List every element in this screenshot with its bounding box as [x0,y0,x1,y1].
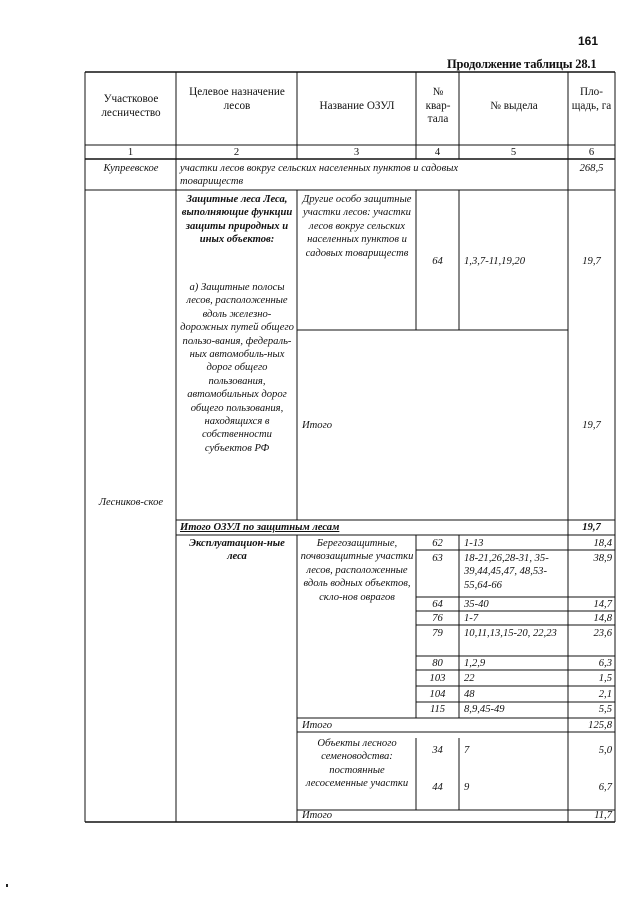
table-row-kvartal: 80 [432,658,443,669]
table-row-kvartal: 34 [432,745,443,756]
table-row-area: 5,0 [598,745,612,756]
header-purpose: Целевое назначение лесов [189,86,285,112]
itogo-other-label: Итого [302,420,333,431]
col-num-6: 6 [588,147,595,158]
table-row-kvartal: 63 [432,553,443,564]
header-vydel: № выдела [490,100,538,112]
kupreevskoe-area: 268,5 [579,163,604,174]
scan-speck [6,884,8,887]
table-row-vydel: 9 [464,782,470,793]
seed-ozul-name: Объекты лесного семеноводства: постоянные лесосеменные участки [305,738,409,790]
other-area: 19,7 [582,256,601,267]
continuation-label: Продолжение таблицы 28.1 [447,57,597,71]
header-forestry: Участковое лесничество [101,93,161,119]
table-row-area: 14,7 [593,599,612,610]
col-num-1: 1 [127,147,134,158]
table-row-kvartal: 115 [429,704,446,715]
table-row-kvartal: 103 [429,673,446,684]
total-protective-area: 19,7 [582,522,601,533]
col-num-4: 4 [434,147,441,158]
itogo-seed-area: 11,7 [594,810,612,821]
table-row-vydel: 18-21,26,28-31, 35-39,44,45,47, 48,53-55,64-66 [464,553,549,591]
header-ozul-name: Название ОЗУЛ [319,100,395,112]
forestry-kupreevskoe: Купреевское [103,163,159,174]
header-area: Пло-щадь, га [571,86,612,112]
header-kvartal: № квар-тала [425,86,451,125]
bereg-ozul-name: Берегозащитные, почвозащитные участки лесов, расположенные вдоль водных объектов, скло-нов оврагов [300,538,414,603]
table-row-area: 2,1 [598,689,612,700]
table-row-kvartal: 44 [432,782,443,793]
forestry-lesnikovskoe: Лесников-ское [98,497,164,508]
table-row-vydel: 10,11,13,15-20, 22,23 [464,628,557,639]
table-row-vydel: 7 [464,745,470,756]
table-row-vydel: 22 [464,673,475,684]
table-row-vydel: 1-13 [464,538,484,549]
table-row-vydel: 1-7 [464,613,479,624]
protective-strips-text: а) Защитные полосы лесов, расположенные вдоль железно-дорожных путей общего пользо-вания, федераль-ных автомобиль-ных дорог общего пользования, автомобильных дорог общего пользования, находящихся в собственности субъектов РФ [180,282,294,454]
exploit-forests-label: Эксплуатацион-ные леса [189,538,285,563]
ozul-other-name: Другие особо защитные участки лесов: участки лесов вокруг сельских населенных пунктов и садовых товариществ [302,194,412,259]
table-row-kvartal: 104 [429,689,446,700]
col-num-5: 5 [510,147,517,158]
table-row-area: 6,7 [598,782,612,793]
table-row-kvartal: 76 [432,613,443,624]
other-vydel: 1,3,7-11,19,20 [464,256,526,267]
itogo-bereg-label: Итого [302,720,333,731]
col-num-3: 3 [353,147,360,158]
table-row-vydel: 8,9,45-49 [464,704,505,715]
table-row-area: 14,8 [593,613,612,624]
table-row-area: 18,4 [593,538,612,549]
table-row-area: 1,5 [598,673,612,684]
kupreevskoe-description: участки лесов вокруг сельских населенных пунктов и садовых товариществ [180,163,459,188]
other-kvartal: 64 [432,256,443,267]
table-row-area: 5,5 [598,704,612,715]
itogo-other-area: 19,7 [582,420,601,431]
table-row-area: 6,3 [598,658,612,669]
itogo-bereg-area: 125,8 [588,720,612,731]
page-number: 161 [578,34,599,48]
table-row-vydel: 48 [464,689,475,700]
total-protective-label: Итого ОЗУЛ по защитным лесам [180,522,340,533]
itogo-seed-label: Итого [302,810,333,821]
table-row-kvartal: 79 [432,628,443,639]
table-row-kvartal: 62 [432,538,443,549]
table-row-vydel: 35-40 [464,599,489,610]
table-row-kvartal: 64 [432,599,443,610]
table-row-area: 23,6 [593,628,612,639]
table-row-vydel: 1,2,9 [464,658,486,669]
table-row-area: 38,9 [593,553,612,564]
col-num-2: 2 [233,147,240,158]
protective-forests-title: Защитные леса Леса, выполняющие функции защиты природных и иных объектов: [181,194,293,246]
